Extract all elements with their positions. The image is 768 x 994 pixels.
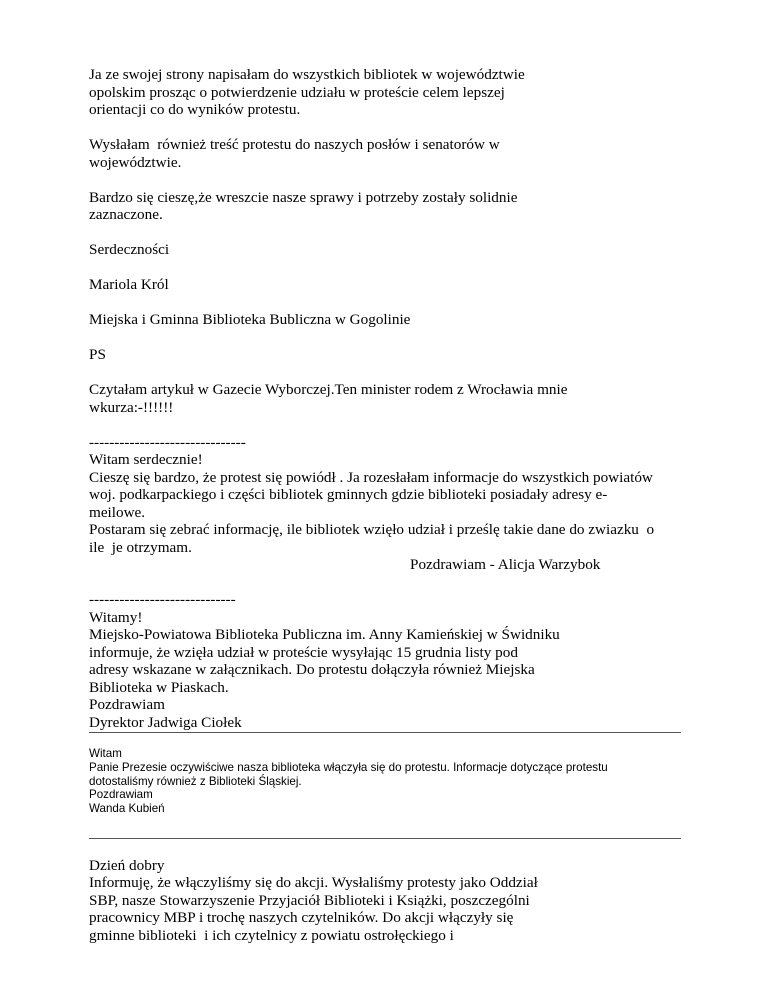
letter-wanda-kubien xyxy=(89,747,681,816)
document-page xyxy=(89,66,681,944)
separator-dashes: ------------------------------- xyxy=(89,433,246,451)
text-line: Wanda Kubień xyxy=(89,802,165,816)
closing-greeting: Serdeczności xyxy=(89,241,170,258)
text-line: orientacji co do wyników protestu. xyxy=(89,101,301,118)
text-line: Informuję, że włączyliśmy się do akcji. Wysłaliśmy protesty jako Oddział xyxy=(89,874,538,892)
text-line: opolskim prosząc o potwierdzenie udziału w proteście celem lepszej xyxy=(89,83,505,101)
paragraph-2 xyxy=(89,136,681,171)
text-line: Miejsko-Powiatowa Biblioteka Publiczna im. Anny Kamieńskiej w Świdniku xyxy=(89,626,560,643)
paragraph-3 xyxy=(89,189,681,224)
text-line: zaznaczone. xyxy=(89,206,163,223)
paragraph-1 xyxy=(89,66,681,119)
text-line: Pozdrawiam xyxy=(89,696,165,713)
text-line: Panie Prezesie oczywiściwe nasza biblioteka włączyła się do protestu. Informacje dotyczące protestu xyxy=(89,760,608,774)
letter-mariola-krol xyxy=(89,66,681,416)
text-line: gminne biblioteki i ich czytelnicy z powiatu ostrołęckiego i xyxy=(89,926,454,944)
separator-dashes: ----------------------------- xyxy=(89,591,236,608)
letter-dzien-dobry xyxy=(89,857,681,945)
text-line: pracownicy MBP i trochę naszych czytelników. Do akcji włączyły się xyxy=(89,909,514,927)
text-line: meilowe. xyxy=(89,503,146,521)
text-line: informuje, że wzięła udział w proteście wysyłając 15 grudnia listy pod xyxy=(89,643,518,661)
letter-alicja-warzybok xyxy=(89,434,681,574)
text-line: Witamy! xyxy=(89,608,143,626)
text-line: Dyrektor Jadwiga Ciołek xyxy=(89,713,242,731)
ps-text xyxy=(89,381,681,416)
sender-institution: Miejska i Gminna Biblioteka Bubliczna w Gogolinie xyxy=(89,311,411,328)
text-line: Witam serdecznie! xyxy=(89,451,203,468)
text-line: adresy wskazane w załącznikach. Do protestu dołączyła również Miejska xyxy=(89,661,535,678)
text-line: Postaram się zebrać informację, ile bibliotek wzięło udział i prześlę takie dane do zwiazku o xyxy=(89,521,655,538)
text-line: Pozdrawiam xyxy=(89,788,153,802)
sender-name: Mariola Król xyxy=(89,276,169,293)
text-line: wkurza:-!!!!!! xyxy=(89,398,174,416)
text-line: Cieszę się bardzo, że protest się powiódł . Ja rozesłałam informacje do wszystkich powiatów xyxy=(89,468,653,486)
horizontal-rule xyxy=(89,732,681,733)
ps-label: PS xyxy=(89,346,106,363)
text-line: dotostaliśmy również z Biblioteki Śląskiej. xyxy=(89,774,302,788)
text-line: ile je otrzymam. xyxy=(89,538,192,556)
letter-jadwiga-ciolek xyxy=(89,591,681,731)
horizontal-rule xyxy=(89,838,681,839)
text-line: woj. podkarpackiego i części bibliotek gminnych gdzie biblioteki posiadały adresy e- xyxy=(89,486,608,503)
text-line: Czytałam artykuł w Gazecie Wyborczej.Ten minister rodem z Wrocławia mnie xyxy=(89,381,568,398)
text-line: Witam xyxy=(89,747,122,760)
text-line: Ja ze swojej strony napisałam do wszystkich bibliotek w województwie xyxy=(89,66,525,83)
text-line: Biblioteka w Piaskach. xyxy=(89,678,229,696)
text-line: województwie. xyxy=(89,153,182,171)
text-line: Dzień dobry xyxy=(89,856,165,874)
text-line: Wysłałam również treść protestu do naszych posłów i senatorów w xyxy=(89,136,500,153)
text-line: Bardzo się cieszę,że wreszcie nasze sprawy i potrzeby zostały solidnie xyxy=(89,188,518,206)
text-line: SBP, nasze Stowarzyszenie Przyjaciół Biblioteki i Książki, poszczególni xyxy=(89,891,530,909)
signature: Pozdrawiam - Alicja Warzybok xyxy=(410,556,601,573)
